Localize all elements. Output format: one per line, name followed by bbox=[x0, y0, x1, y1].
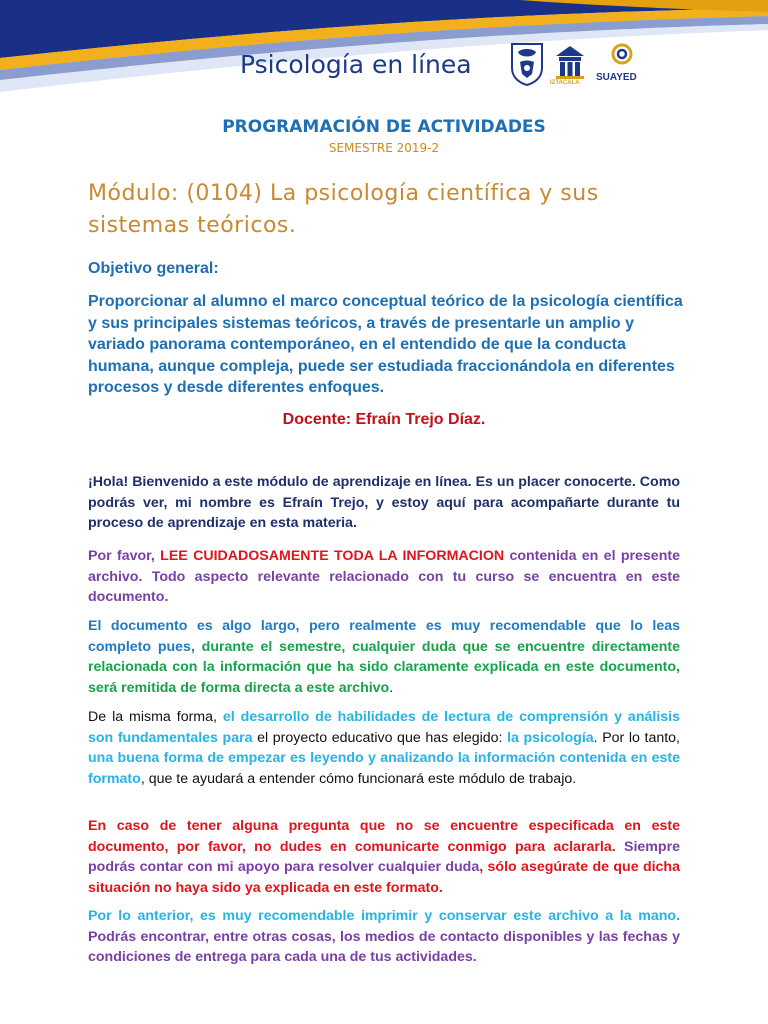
document-length-paragraph bbox=[88, 616, 680, 698]
objective-heading: Objetivo general: bbox=[88, 260, 219, 277]
p3-part-c: . bbox=[389, 679, 394, 696]
p4-part-d: la psicología bbox=[507, 729, 594, 746]
site-title: Psicología en línea bbox=[240, 50, 472, 79]
programacion-title: PROGRAMACIÓN DE ACTIVIDADES bbox=[222, 117, 546, 137]
p6-part-b: Podrás encontrar, entre otras cosas, los medios de contacto disponibles y las fechas y condiciones de entrega para cada una de tus actividades. bbox=[88, 928, 680, 965]
module-title-line-1: Módulo: (0104) La psicología científica y sus bbox=[88, 181, 599, 206]
p2-part-b: LEE CUIDADOSAMENTE TODA LA INFORMACION bbox=[160, 548, 505, 564]
iztacala-label: IZTACALA bbox=[550, 80, 580, 86]
print-paragraph bbox=[88, 906, 680, 968]
reading-skills-paragraph bbox=[88, 707, 680, 789]
suayed-label: SUAYED bbox=[596, 72, 637, 83]
p4-part-b: el desarrollo de habilidades de lectura de comprensión y análisis son fundamentales para bbox=[88, 709, 680, 746]
read-carefully-paragraph bbox=[88, 546, 680, 608]
institution-logos bbox=[508, 42, 644, 88]
p5-part-b: Siempre podrás contar con mi apoyo para resolver cualquier duda bbox=[88, 838, 680, 875]
p5-part-c: , sólo asegúrate de que dicha situación no haya sido ya explicada en este formato. bbox=[88, 859, 680, 896]
welcome-paragraph: ¡Hola! Bienvenido a este módulo de aprendizaje en línea. Es un placer conocerte. Como podrás ver, mi nombre es Efraín Trejo, y estoy aquí para acompañarte durante tu proceso de aprendizaje en esta materia. bbox=[88, 474, 680, 531]
p2-part-c: contenida en el presente archivo. Todo aspecto relevante relacionado con tu curso se encuentra en este documento. bbox=[88, 548, 680, 605]
p4-part-e: . Por lo tanto, bbox=[593, 729, 681, 746]
objective-text: Proporcionar al alumno el marco conceptual teórico de la psicología científica y sus principales sistemas teóricos, a través de presentarle un amplio y variado panorama contemporáneo, en el entendido de que la conducta humana, aunque compleja, puede ser estudiada fraccionándola en diferentes procesos y desde diferentes enfoques. bbox=[88, 293, 683, 396]
p4-part-f: una buena forma de empezar es leyendo y analizando la información contenida en este formato bbox=[88, 750, 680, 787]
p4-part-c: el proyecto educativo que has elegido: bbox=[252, 729, 508, 746]
p3-part-b: durante el semestre, cualquier duda que se encuentre directamente relacionada con la información que ha sido claramente explicada en este documento, será remitida de forma directa a este archivo bbox=[88, 638, 681, 696]
p3-part-a: El documento es algo largo, pero realmente es muy recomendable que lo leas completo pues, bbox=[88, 618, 680, 655]
module-title-line-2: sistemas teóricos. bbox=[88, 213, 297, 238]
teacher-name: Docente: Efraín Trejo Díaz. bbox=[282, 411, 486, 428]
module-title bbox=[88, 178, 688, 242]
p5-part-a: En caso de tener alguna pregunta que no se encuentre especificada en este documento, por favor, no dudes en comunicarte conmigo para aclararla. bbox=[88, 818, 680, 855]
semester-label: SEMESTRE 2019-2 bbox=[328, 141, 440, 155]
p6-part-a: Por lo anterior, es muy recomendable imprimir y conservar este archivo a la mano. bbox=[88, 908, 680, 924]
questions-paragraph bbox=[88, 816, 680, 898]
p2-part-a: Por favor, bbox=[88, 548, 161, 564]
p4-part-a: De la misma forma, bbox=[88, 709, 223, 725]
unam-shield-icon bbox=[508, 42, 546, 86]
p4-part-g: , que te ayudará a entender cómo funcionará este módulo de trabajo. bbox=[140, 770, 577, 787]
